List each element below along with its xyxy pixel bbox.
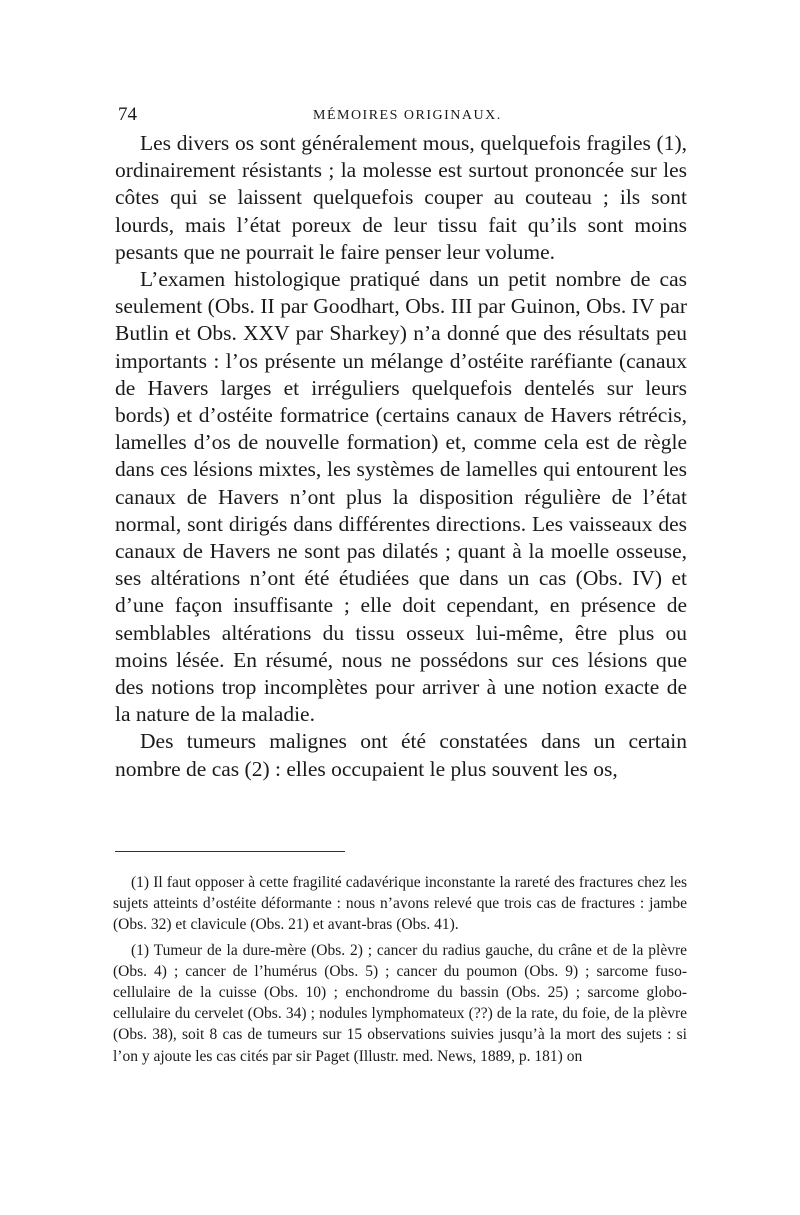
paragraph: Des tumeurs malignes ont été constatées dans un certain nombre de cas (2) : elles occupaient le plus souvent les os,	[115, 729, 687, 781]
running-head: MÉMOIRES ORIGINAUX.	[313, 108, 502, 123]
footnote-separator	[115, 851, 345, 852]
page-number: 74	[118, 104, 137, 125]
footnote: (1) Il faut opposer à cette fragilité cadavérique inconstante la rareté des fractures chez les sujets atteints d’ostéite déformante : nous n’avons relevé que trois cas de fractures : jambe (Obs. 32) et clavicule (Obs. 21) et avant-bras (Obs. 41).	[113, 874, 687, 934]
page-header	[118, 104, 688, 128]
footnotes	[113, 872, 687, 1071]
paragraph: L’examen histologique pratiqué dans un petit nombre de cas seulement (Obs. II par Goodhart, Obs. III par Guinon, Obs. IV par Butlin et Obs. XXV par Sharkey) n’a donné que des résultats peu importants : l’os présente un mélange d’ostéite raréfiante (canaux de Havers larges et irréguliers quelquefois dentelés sur leurs bords) et d’ostéite formatrice (certains canaux de Havers rétrécis, lamelles d’os de nouvelle formation) et, comme cela est de règle dans ces lésions mixtes, les systèmes de lamelles qui entourent les canaux de Havers n’ont plus la disposition régulière de l’état normal, sont dirigés dans différentes directions. Les vaisseaux des canaux de Havers ne sont pas dilatés ; quant à la moelle osseuse, ses altérations n’ont été étudiées que dans un cas (Obs. IV) et d’une façon insuffisante ; elle doit cependant, en présence de semblables altérations du tissu osseux lui-même, être plus ou moins lésée. En résumé, nous ne possédons sur ces lésions que des notions trop incomplètes pour arriver à une notion exacte de la nature de la maladie.	[115, 267, 687, 727]
paragraph: Les divers os sont généralement mous, quelquefois fragiles (1), ordinairement résistants ; la molesse est surtout prononcée sur les côtes qui se laissent quelquefois couper au couteau ; ils sont lourds, mais l’état poreux de leur tissu fait qu’ils sont moins pesants que ne pourrait le faire penser leur volume.	[115, 131, 687, 264]
footnote: (1) Tumeur de la dure-mère (Obs. 2) ; cancer du radius gauche, du crâne et de la plèvre (Obs. 4) ; cancer de l’humérus (Obs. 5) ; cancer du poumon (Obs. 9) ; sarcome fuso-cellulaire de la cuisse (Obs. 10) ; enchondrome du bassin (Obs. 25) ; sarcome globo-cellulaire du cervelet (Obs. 34) ; nodules lymphomateux (??) de la rate, du foie, de la plèvre (Obs. 38), soit 8 cas de tumeurs sur 15 observations suivies jusqu’à la mort des sujets : si l’on y ajoute les cas cités par sir Paget (Illustr. med. News, 1889, p. 181) on	[113, 941, 687, 1065]
main-text	[115, 130, 687, 783]
